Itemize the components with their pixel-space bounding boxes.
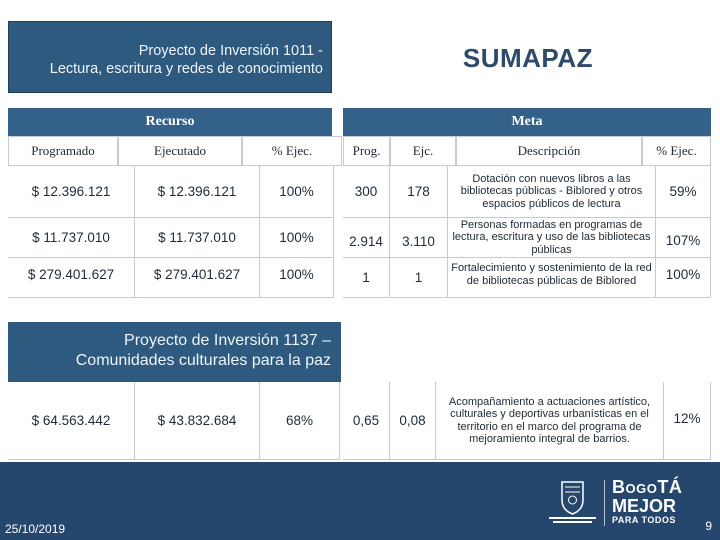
- row1-ejc: 178: [390, 166, 448, 218]
- row1-pct-recurso: 100%: [260, 166, 334, 218]
- p2-pct-recurso: 68%: [260, 382, 340, 460]
- row2-ejc: 3.110: [390, 218, 448, 258]
- bogota-logo-line3: PARA TODOS: [612, 515, 676, 525]
- row1-pct-meta: 59%: [656, 166, 711, 218]
- row3-programado: $ 279.401.627: [8, 258, 135, 298]
- p2-programado: $ 64.563.442: [8, 382, 135, 460]
- bogota-mejor-logo: [612, 478, 692, 530]
- col-pct-ejec-recurso: % Ejec.: [242, 136, 342, 166]
- recurso-header: Recurso: [8, 108, 332, 136]
- project2-title-box: [8, 322, 341, 382]
- project2-title-line2: Comunidades culturales para la paz: [75, 352, 331, 369]
- row3-descripcion: Fortalecimiento y sostenimiento de la red de bibliotecas públicas de Biblored: [448, 258, 656, 298]
- row1-descripcion: Dotación con nuevos libros a las bibliotecas públicas - Biblored y otros espacios públicos de lectura: [448, 166, 656, 218]
- location-title: SUMAPAZ: [462, 43, 593, 73]
- footer-date: 25/10/2019: [5, 522, 66, 536]
- bogota-logo-line2: MEJOR: [612, 496, 677, 516]
- row3-ejc: 1: [390, 258, 448, 298]
- col-descripcion: Descripción: [456, 136, 642, 166]
- row2-pct-meta: 107%: [656, 218, 711, 258]
- p2-pct-meta: 12%: [664, 382, 711, 460]
- project-title-box: [8, 21, 332, 93]
- logo-divider: [604, 480, 605, 526]
- row2-descripcion: Personas formadas en programas de lectura, escritura y uso de las bibliotecas públicas: [448, 218, 656, 258]
- col-programado: Programado: [8, 136, 118, 166]
- row3-ejecutado: $ 279.401.627: [135, 258, 260, 298]
- page-number: 9: [705, 519, 712, 533]
- col-prog: Prog.: [343, 136, 390, 166]
- p2-ejc: 0,08: [390, 382, 436, 460]
- alcaldia-logo: [545, 478, 600, 528]
- bogota-logo-line1: BOGOTÁ: [612, 477, 683, 497]
- col-ejecutado: Ejecutado: [118, 136, 242, 166]
- row2-programado: $ 11.737.010: [8, 218, 135, 258]
- coat-of-arms-icon: [545, 478, 600, 528]
- row3-pct-recurso: 100%: [260, 258, 334, 298]
- col-ejc: Ejc.: [390, 136, 456, 166]
- row3-pct-meta: 100%: [656, 258, 711, 298]
- row1-ejecutado: $ 12.396.121: [135, 166, 260, 218]
- meta-header: Meta: [343, 108, 711, 136]
- row1-programado: $ 12.396.121: [8, 166, 135, 218]
- col-pct-ejec-meta: % Ejec.: [642, 136, 711, 166]
- project2-title-line1: Proyecto de Inversión 1137 –: [124, 332, 331, 349]
- p2-descripcion: Acompañamiento a actuaciones artístico, culturales y deportivas urbanísticas en el territorio en el marco del programa de mejoramiento integral de barrios.: [436, 382, 664, 460]
- row2-pct-recurso: 100%: [260, 218, 334, 258]
- row2-ejecutado: $ 11.737.010: [135, 218, 260, 258]
- project-title-line2: Lectura, escritura y redes de conocimiento: [49, 61, 323, 77]
- p2-ejecutado: $ 43.832.684: [135, 382, 260, 460]
- p2-prog: 0,65: [343, 382, 390, 460]
- row1-prog: 300: [343, 166, 390, 218]
- project-title-line1: Proyecto de Inversión 1011 -: [138, 43, 323, 59]
- row3-prog: 1: [343, 258, 390, 298]
- row2-prog: 2.914: [343, 218, 390, 258]
